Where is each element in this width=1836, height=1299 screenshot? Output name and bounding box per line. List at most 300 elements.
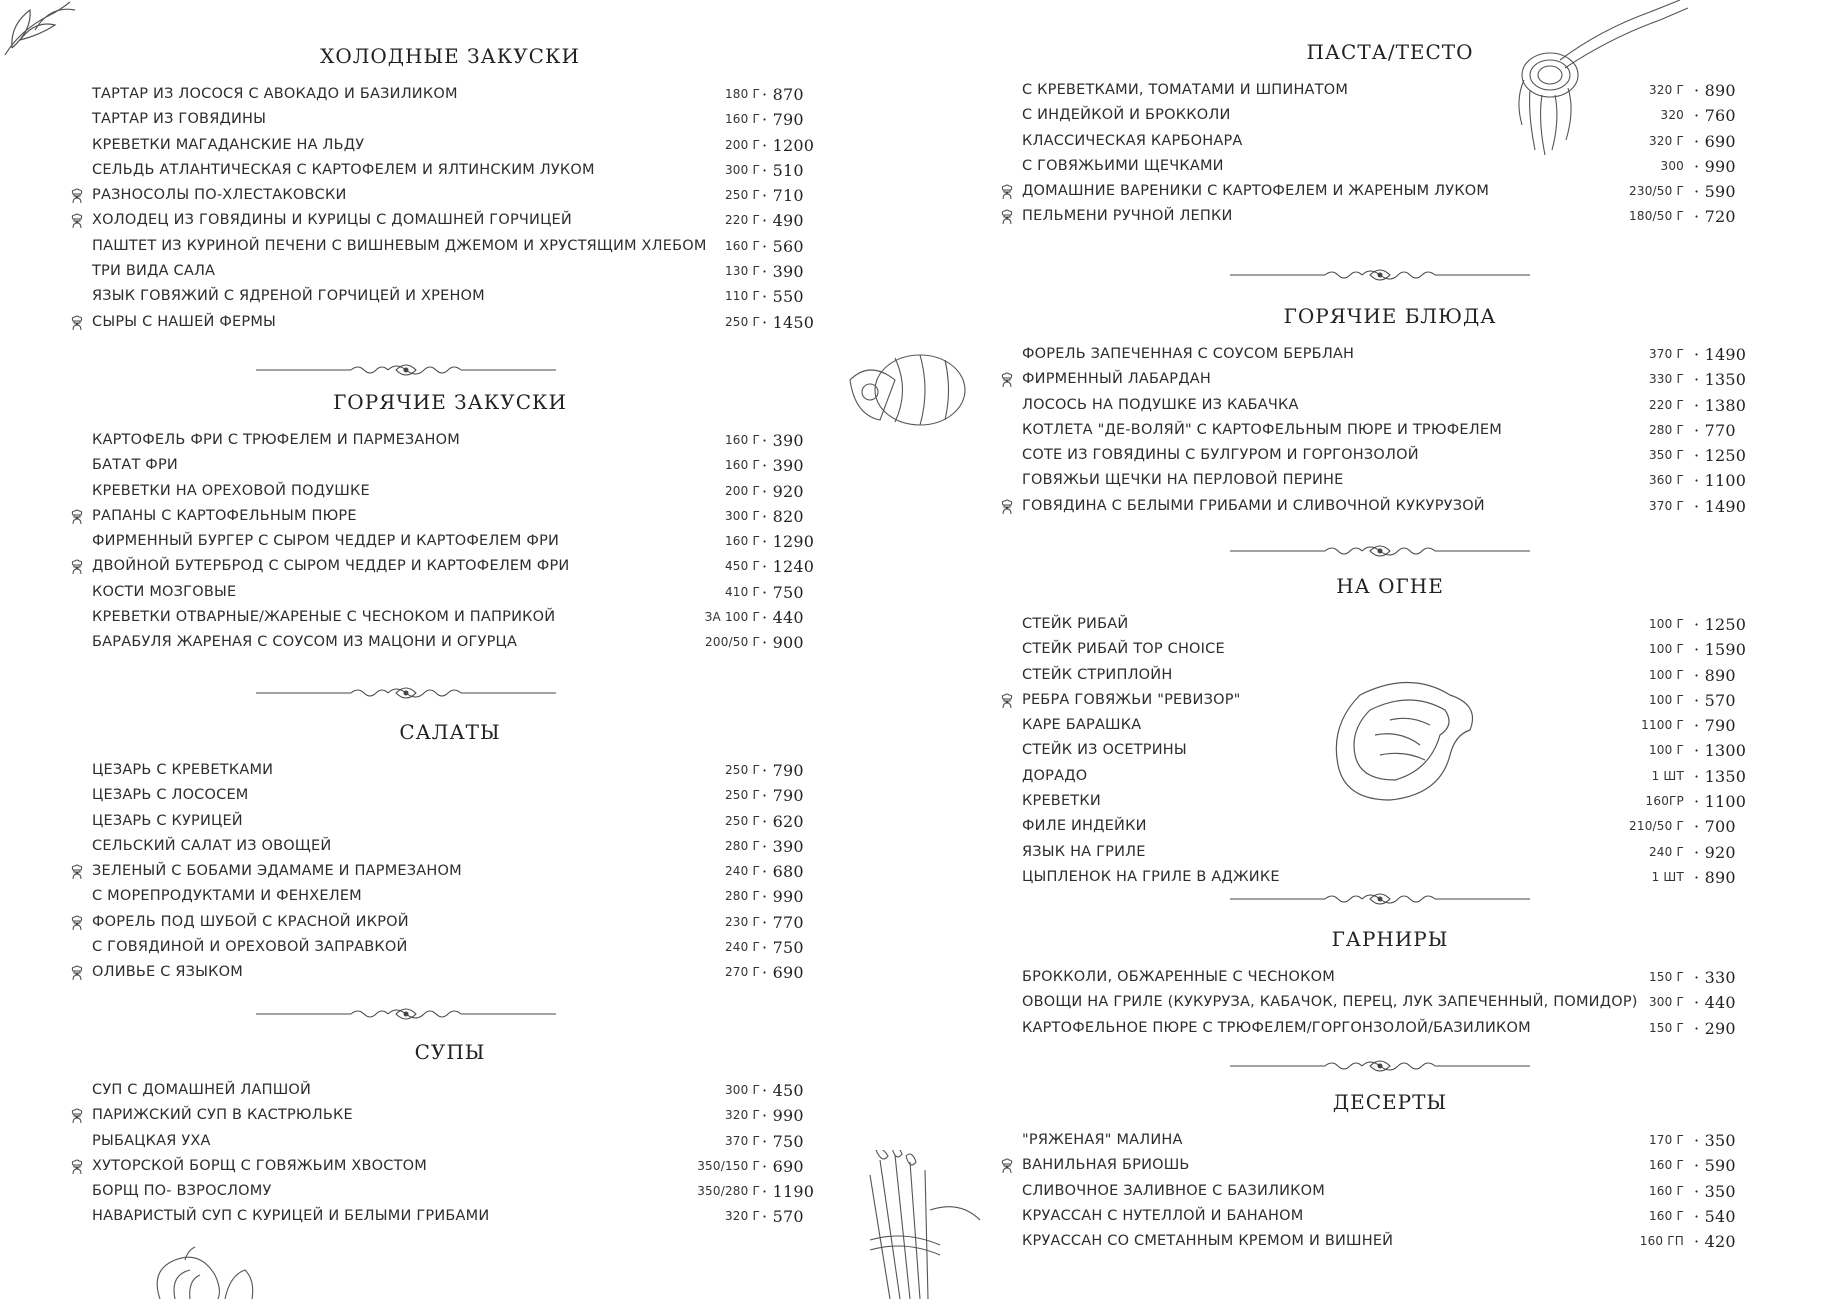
menu-item [1000,204,1780,229]
dish-price [1694,129,1736,154]
dish-weight: 410 Г [724,584,760,599]
price-separator: · [762,557,773,577]
dish-weight: 350/280 Г [697,1184,760,1199]
price-value: 1250 [1704,446,1747,466]
dish-price [762,630,804,655]
dish-name: ОВОЩИ НА ГРИЛЕ (КУКУРУЗА, КАБАЧОК, ПЕРЕЦ, ЛУК ЗАПЕЧЕННЫЙ, ПОМИДОР) [1022,994,1638,1011]
menu-item [70,504,830,529]
price-separator: · [1694,81,1705,100]
dish-price [762,453,804,478]
dish-price [762,529,814,554]
price-separator: · [1694,1018,1705,1038]
dish-weight: 200 Г [724,137,760,152]
price-value: 390 [772,456,804,476]
dish-weight: 200 Г [724,483,760,498]
dish-weight: 1 ШТ [1651,768,1684,783]
dish-price [1694,443,1746,468]
menu-section [1000,574,1780,890]
dish-weight: 130 Г [724,264,760,279]
dish-weight: 220 Г [1648,397,1684,412]
price-value: 1290 [772,532,815,552]
menu-item [70,783,830,808]
chef-recommendation-icon [70,915,84,930]
menu-item [1000,78,1780,103]
dish-weight: 350 Г [1648,448,1684,463]
menu-item [70,1103,830,1128]
dish-weight: 230/50 Г [1629,184,1684,199]
section-title: ХОЛОДНЫЕ ЗАКУСКИ [320,44,580,68]
dish-name: СОТЕ ИЗ ГОВЯДИНЫ С БУЛГУРОМ И ГОРГОНЗОЛОЙ [1022,447,1419,464]
dish-name: СТЕЙК РИБАЙ TOP CHOICE [1022,641,1225,658]
dish-price [1694,738,1746,763]
dish-name: КРЕВЕТКИ НА ОРЕХОВОЙ ПОДУШКЕ [92,482,370,499]
menu-item [70,935,830,960]
dish-price [1694,468,1746,493]
menu-item [70,1204,830,1229]
dish-name: ЦЕЗАРЬ С КУРИЦЕЙ [92,812,243,829]
dish-price [1694,342,1746,367]
price-separator: · [762,481,773,501]
dish-price [762,284,804,309]
price-separator: · [762,811,773,831]
menu-item [1000,789,1780,814]
menu-item [70,310,830,335]
dish-price [762,783,804,808]
price-value: 540 [1704,1206,1736,1226]
dish-name: ТАРТАР ИЗ ГОВЯДИНЫ [92,111,267,128]
dish-price [762,259,804,284]
dish-price [762,208,804,233]
menu-item [1000,965,1780,990]
dish-price [762,428,804,453]
price-value: 440 [772,608,804,628]
menu-items-list [1000,965,1780,1041]
menu-items-list [70,428,830,656]
dish-weight: 160 Г [1648,1183,1684,1198]
menu-item [1000,129,1780,154]
dish-price [762,234,804,259]
chef-recommendation-icon [70,965,84,980]
dish-name: БРОККОЛИ, ОБЖАРЕННЫЕ С ЧЕСНОКОМ [1022,969,1335,985]
menu-item [70,428,830,453]
ornament-divider [1230,891,1530,907]
dish-name: ФИЛЕ ИНДЕЙКИ [1022,818,1147,835]
price-separator: · [762,110,773,130]
dish-price [1694,1128,1736,1153]
price-value: 1490 [1704,345,1747,364]
dish-weight: 240 Г [724,864,760,879]
menu-item [70,1129,830,1154]
price-separator: · [762,135,773,155]
price-value: 1300 [1704,741,1747,761]
menu-item [70,960,830,985]
dish-price [1694,764,1746,789]
price-separator: · [1694,766,1705,786]
dish-weight: 100 Г [1648,743,1684,758]
price-separator: · [762,1081,773,1100]
menu-item [70,133,830,158]
dish-price [1694,789,1746,814]
dish-price [762,935,804,960]
price-separator: · [762,262,773,282]
price-separator: · [762,456,773,476]
dish-weight: 100 Г [1648,667,1684,682]
dish-weight: 250 Г [724,813,760,828]
dish-name: БОРЩ ПО- ВЗРОСЛОМУ [92,1183,272,1200]
dish-name: ЦЫПЛЕНОК НА ГРИЛЕ В АДЖИКЕ [1022,868,1280,885]
dish-weight: 330 Г [1648,372,1684,387]
price-value: 900 [772,633,804,653]
price-separator: · [762,506,773,526]
dish-price [762,1103,804,1128]
price-separator: · [762,1207,773,1227]
menu-item [1000,367,1780,392]
menu-item [1000,738,1780,763]
price-value: 720 [1704,207,1736,227]
dish-price [762,82,804,107]
price-separator: · [1694,867,1705,887]
price-separator: · [762,963,773,983]
dish-price [762,1179,814,1204]
ornament-divider [256,685,556,701]
price-separator: · [1694,1206,1705,1226]
price-separator: · [762,236,773,256]
price-value: 450 [772,1081,804,1100]
dish-name: С КРЕВЕТКАМИ, ТОМАТАМИ И ШПИНАТОМ [1022,82,1349,98]
dish-price [762,158,804,183]
dish-weight: 180 Г [724,87,760,101]
menu-item [70,758,830,783]
dish-price [1694,204,1736,229]
dish-price [1694,367,1746,392]
dish-price [762,479,804,504]
dish-weight: 280 Г [1648,422,1684,437]
price-value: 390 [772,262,804,282]
price-value: 790 [772,110,804,130]
dish-price [1694,865,1736,890]
price-separator: · [762,633,773,653]
dish-weight: 160 Г [724,238,760,253]
section-title: ДЕСЕРТЫ [1332,1090,1448,1114]
menu-item [1000,494,1780,519]
price-value: 750 [772,1131,804,1151]
menu-item [70,82,830,107]
dish-price [1694,78,1736,103]
dish-price [1694,1179,1736,1204]
dish-price [1694,393,1746,418]
menu-item [70,554,830,579]
asparagus-illustration [840,1150,990,1299]
dish-weight: 370 Г [1648,498,1684,513]
price-separator: · [1694,106,1705,126]
price-value: 1240 [772,557,815,577]
price-value: 990 [772,1106,804,1126]
menu-item [1000,154,1780,179]
price-separator: · [762,1182,773,1202]
menu-item [70,107,830,132]
dish-weight: 150 Г [1648,970,1684,984]
menu-item [70,859,830,884]
dish-name: ПАШТЕТ ИЗ КУРИНОЙ ПЕЧЕНИ С ВИШНЕВЫМ ДЖЕМОМ И ХРУСТЯЩИМ ХЛЕБОМ [92,237,707,254]
chef-recommendation-icon [70,559,84,574]
section-title: ГОРЯЧИЕ БЛЮДА [1283,304,1497,328]
dish-name: ФИРМЕННЫЙ ЛАБАРДАН [1022,371,1211,388]
dish-weight: 220 Г [724,213,760,228]
dish-name: СТЕЙК СТРИПЛОЙН [1022,666,1173,683]
price-value: 550 [772,287,804,307]
dish-price [1694,1153,1736,1178]
price-value: 760 [1704,106,1736,126]
menu-item [1000,393,1780,418]
dish-name: РАЗНОСОЛЫ ПО-ХЛЕСТАКОВСКИ [92,187,347,204]
dish-weight: 300 Г [1648,995,1684,1010]
menu-item [70,183,830,208]
dish-name: ТРИ ВИДА САЛА [92,263,216,280]
dish-weight: 160 Г [724,433,760,447]
menu-items-list [70,758,830,986]
menu-item [70,910,830,935]
dish-weight: 360 Г [1648,473,1684,488]
dish-price [1694,612,1746,637]
dish-price [762,809,804,834]
price-separator: · [1694,345,1705,364]
dish-name: СЕЛЬСКИЙ САЛАТ ИЗ ОВОЩЕЙ [92,837,332,854]
dish-weight: 370 Г [724,1133,760,1148]
dish-name: СЛИВОЧНОЕ ЗАЛИВНОЕ С БАЗИЛИКОМ [1022,1182,1325,1199]
dish-price [1694,713,1736,738]
price-separator: · [1694,395,1705,415]
dish-price [1694,637,1746,662]
dish-price [1694,965,1736,990]
menu-item [1000,764,1780,789]
menu-item [70,834,830,859]
dish-weight: 350/150 Г [697,1158,760,1173]
dish-name: ЯЗЫК НА ГРИЛЕ [1022,843,1146,860]
dish-weight: 240 Г [1648,844,1684,859]
dish-weight: 250 Г [724,188,760,203]
dish-name: КОТЛЕТА "ДЕ-ВОЛЯЙ" С КАРТОФЕЛЬНЫМ ПЮРЕ И ТРЮФЕЛЕМ [1022,421,1502,438]
dish-price [762,554,814,579]
menu-item [1000,468,1780,493]
price-value: 1100 [1704,471,1747,491]
dish-price [762,605,804,630]
dish-price [1694,1204,1736,1229]
ornament-divider [1230,1058,1530,1074]
dish-name: ЯЗЫК ГОВЯЖИЙ С ЯДРЕНОЙ ГОРЧИЦЕЙ И ХРЕНОМ [92,288,485,305]
price-value: 700 [1704,817,1736,837]
price-separator: · [1694,1181,1705,1201]
dish-price [1694,418,1736,443]
dish-price [762,107,804,132]
chef-recommendation-icon [1000,499,1014,514]
price-value: 1380 [1704,395,1747,415]
dish-price [762,834,804,859]
dish-weight: 200/50 Г [705,635,760,650]
menu-item [70,453,830,478]
menu-item [70,158,830,183]
dish-weight: 240 Г [724,940,760,955]
menu-item [1000,1153,1780,1178]
dish-weight: 100 Г [1648,617,1684,631]
menu-item [1000,840,1780,865]
price-value: 330 [1704,968,1736,987]
price-separator: · [762,786,773,806]
dish-name: КРУАССАН СО СМЕТАННЫМ КРЕМОМ И ВИШНЕЙ [1022,1233,1394,1250]
price-value: 890 [1704,867,1736,887]
section-title: ГАРНИРЫ [1331,927,1449,951]
price-value: 1350 [1704,766,1747,786]
dish-price [762,504,804,529]
dish-price [762,1129,804,1154]
dish-weight: 250 Г [724,763,760,777]
menu-item [70,479,830,504]
dish-price [762,1154,804,1179]
dish-name: ГОВЯДИНА С БЕЛЫМИ ГРИБАМИ И СЛИВОЧНОЙ КУКУРУЗОЙ [1022,497,1485,514]
menu-items-list [70,82,830,335]
dish-price [1694,663,1736,688]
dish-weight: 280 Г [724,838,760,853]
price-value: 590 [1704,1156,1736,1176]
dish-name: ЗЕЛЕНЫЙ С БОБАМИ ЭДАМАМЕ И ПАРМЕЗАНОМ [92,863,462,880]
price-value: 290 [1704,1018,1736,1038]
section-title: СУПЫ [414,1040,486,1064]
dish-weight: 450 Г [724,559,760,574]
dish-weight: 160 Г [724,534,760,549]
dish-price [1694,103,1736,128]
dish-weight: 320 Г [1648,83,1684,97]
dish-name: СЕЛЬДЬ АТЛАНТИЧЕСКАЯ С КАРТОФЕЛЕМ И ЯЛТИНСКИМ ЛУКОМ [92,161,595,178]
menu-section [70,390,830,656]
ornament-divider [1230,543,1530,559]
price-separator: · [1694,817,1705,837]
price-value: 620 [772,811,804,831]
menu-section [1000,304,1780,519]
menu-item [1000,814,1780,839]
menu-item [70,1179,830,1204]
chef-recommendation-icon [70,315,84,330]
price-separator: · [762,912,773,932]
dish-name: ОЛИВЬЕ С ЯЗЫКОМ [92,964,243,981]
menu-item [70,259,830,284]
dish-weight: 160 Г [1648,1158,1684,1173]
price-separator: · [1694,1131,1705,1150]
dish-weight: 280 Г [724,889,760,904]
dish-price [762,580,804,605]
price-separator: · [762,938,773,958]
dish-weight: 110 Г [724,289,760,304]
menu-section [1000,927,1780,1041]
price-separator: · [1694,420,1705,440]
menu-section [1000,1090,1780,1254]
dish-price [762,1204,804,1229]
price-separator: · [1694,690,1705,710]
price-separator: · [762,1106,773,1126]
fig-illustration [130,1245,260,1299]
chef-recommendation-icon [1000,693,1014,708]
dish-weight: 180/50 Г [1629,209,1684,224]
dish-name: СТЕЙК ИЗ ОСЕТРИНЫ [1022,742,1187,759]
menu-section [70,44,830,335]
price-value: 770 [1704,420,1736,440]
dish-name: ЛОСОСЬ НА ПОДУШКЕ ИЗ КАБАЧКА [1022,396,1299,413]
price-separator: · [762,312,773,332]
herb-illustration [0,0,80,60]
dish-price [762,183,804,208]
chef-recommendation-icon [1000,209,1014,224]
section-title: САЛАТЫ [399,720,501,744]
dish-weight: 100 Г [1648,642,1684,657]
dish-price [762,884,804,909]
dish-price [1694,179,1736,204]
dish-name: ДВОЙНОЙ БУТЕРБРОД С СЫРОМ ЧЕДДЕР И КАРТОФЕЛЕМ ФРИ [92,558,570,575]
chef-recommendation-icon [70,1159,84,1174]
dish-weight: 1100 Г [1641,718,1684,733]
ornament-divider [256,1006,556,1022]
price-value: 1190 [772,1182,815,1202]
menu-item [1000,688,1780,713]
price-value: 770 [772,912,804,932]
chef-recommendation-icon [70,1108,84,1123]
menu-item [1000,342,1780,367]
price-value: 870 [772,85,804,104]
dish-price [762,1078,804,1103]
menu-item [1000,1204,1780,1229]
dish-name: СТЕЙК РИБАЙ [1022,616,1129,632]
dish-price [762,859,804,884]
dish-price [1694,494,1746,519]
price-separator: · [1694,615,1705,634]
dish-name: КАРТОФЕЛЬНОЕ ПЮРЕ С ТРЮФЕЛЕМ/ГОРГОНЗОЛОЙ/БАЗИЛИКОМ [1022,1019,1531,1036]
dish-price [1694,1016,1736,1041]
price-value: 570 [1704,690,1736,710]
price-separator: · [1694,182,1705,202]
price-value: 490 [772,211,804,231]
chef-recommendation-icon [1000,1158,1014,1173]
price-separator: · [1694,640,1705,660]
dish-name: ПЕЛЬМЕНИ РУЧНОЙ ЛЕПКИ [1022,208,1233,225]
dish-weight: 320 Г [724,1209,760,1224]
dish-weight: 160ГР [1645,794,1684,809]
dish-weight: 1 ШТ [1651,869,1684,884]
price-value: 390 [772,836,804,856]
dish-weight: 160 Г [724,458,760,473]
dish-name: ХУТОРСКОЙ БОРЩ С ГОВЯЖЬИМ ХВОСТОМ [92,1157,427,1174]
dish-name: С ИНДЕЙКОЙ И БРОККОЛИ [1022,107,1231,124]
price-value: 680 [772,862,804,882]
price-value: 440 [1704,993,1736,1013]
dish-name: ФОРЕЛЬ ЗАПЕЧЕННАЯ С СОУСОМ БЕРБЛАН [1022,346,1355,362]
dish-weight: 250 Г [724,314,760,329]
dish-name: КРУАССАН С НУТЕЛЛОЙ И БАНАНОМ [1022,1207,1304,1224]
dish-weight: 320 Г [724,1108,760,1123]
price-separator: · [762,1131,773,1151]
price-value: 990 [1704,156,1736,176]
price-value: 920 [1704,842,1736,862]
price-separator: · [1694,792,1705,812]
dish-name: СУП С ДОМАШНЕЙ ЛАПШОЙ [92,1082,312,1098]
price-value: 690 [772,1156,804,1176]
menu-item [70,1154,830,1179]
menu-item [1000,1179,1780,1204]
price-separator: · [1694,370,1705,390]
price-value: 790 [772,761,804,780]
dish-name: С МОРЕПРОДУКТАМИ И ФЕНХЕЛЕМ [92,888,362,905]
price-separator: · [762,887,773,907]
price-value: 820 [772,506,804,526]
ornament-divider [256,362,556,378]
menu-item [70,529,830,554]
menu-item [70,605,830,630]
